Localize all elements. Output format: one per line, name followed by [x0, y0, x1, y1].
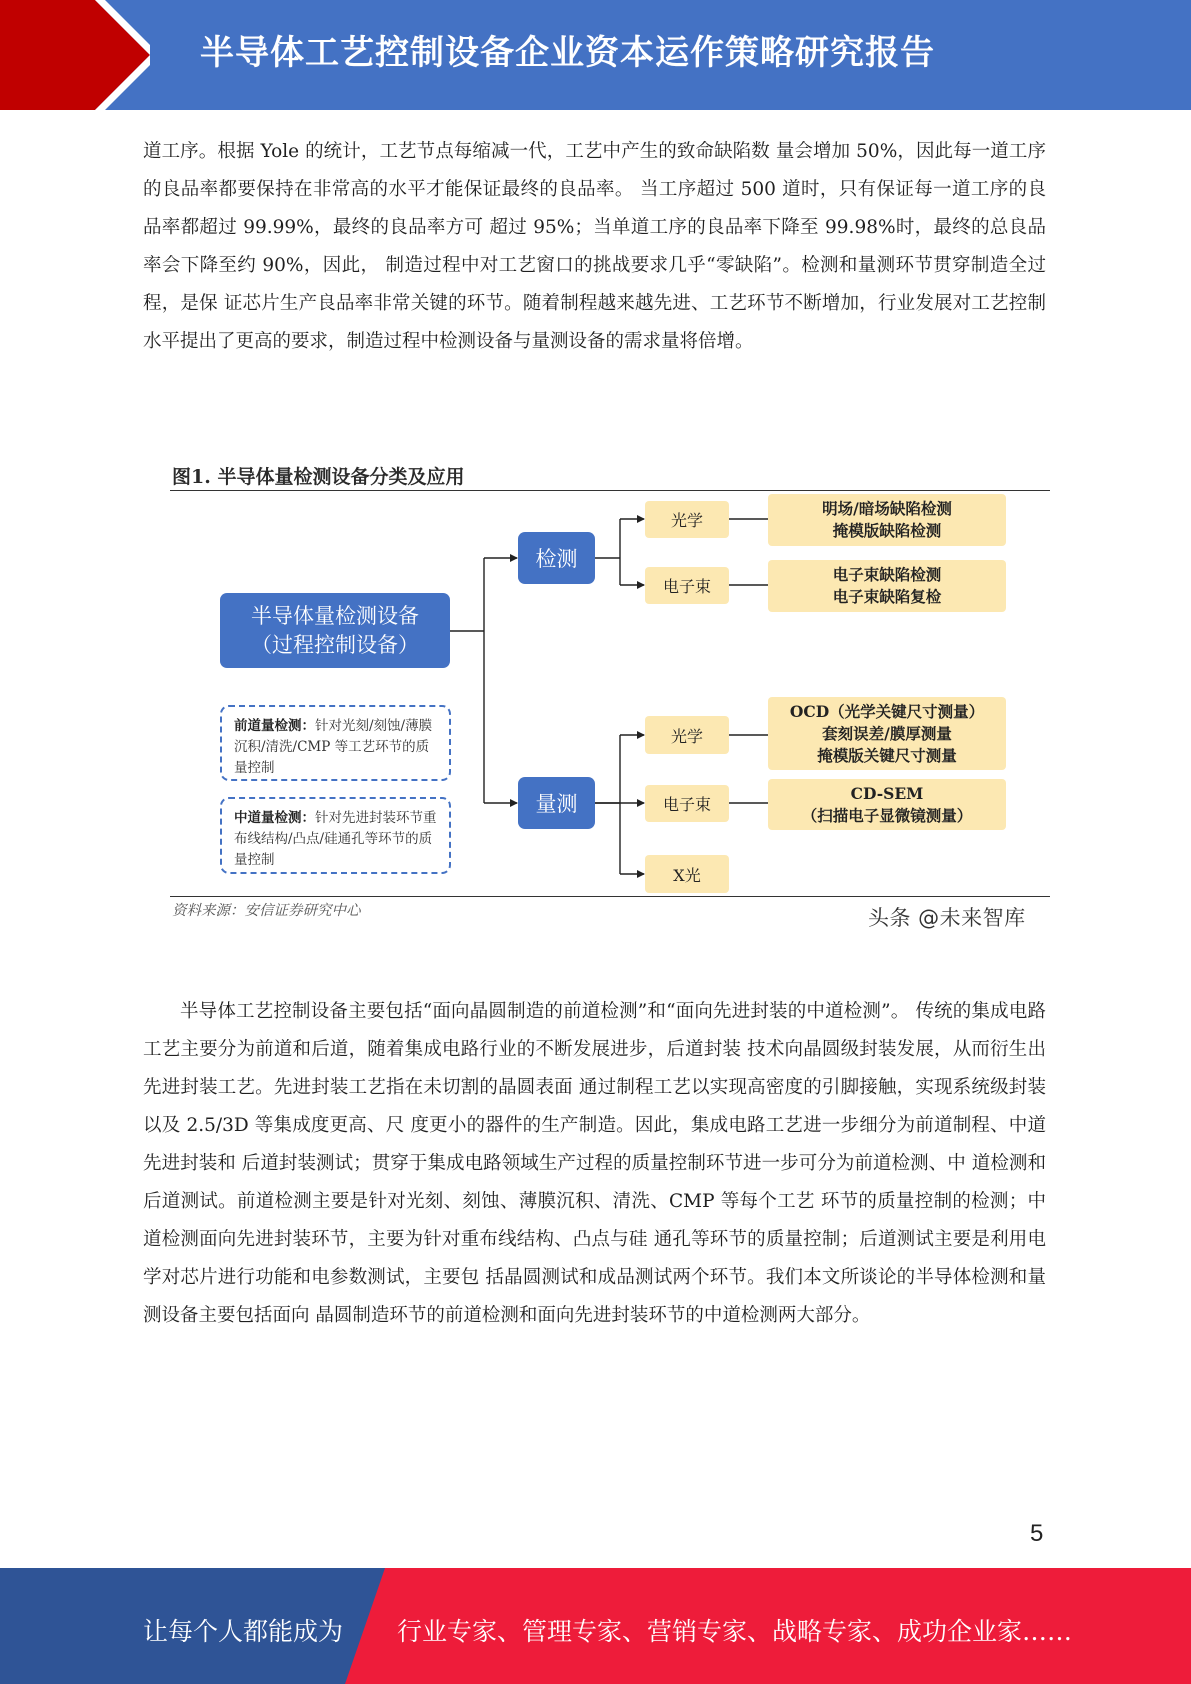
detail-metrology-ebeam — [768, 779, 1006, 830]
note-front-end-inspection — [220, 705, 451, 781]
detail-line: OCD（光学关键尺寸测量） — [789, 701, 985, 721]
node-metrology: 量测 — [518, 777, 595, 829]
detail-line: CD-SEM — [850, 783, 924, 803]
detail-line: 明场/暗场缺陷检测 — [822, 499, 952, 518]
footer-slogan-right: 行业专家、管理专家、营销专家、战略专家、成功企业家…… — [397, 1617, 1073, 1646]
detail-inspection-optical — [768, 494, 1006, 546]
detail-line: （扫描电子显微镜测量） — [801, 805, 973, 825]
tag-metrology-optical: 光学 — [645, 716, 729, 754]
note-label: 前道量检测： — [234, 718, 315, 734]
tag-inspection-optical: 光学 — [645, 501, 729, 538]
figure-bottom-rule — [170, 896, 1050, 897]
node-inspection: 检测 — [518, 532, 595, 584]
figure-title: 图1. 半导体量检测设备分类及应用 — [172, 466, 465, 488]
watermark: 头条 @未来智库 — [868, 906, 1026, 930]
tag-metrology-xray: X光 — [645, 855, 729, 893]
tag-metrology-ebeam: 电子束 — [645, 785, 729, 822]
figure-source: 资料来源：安信证券研究中心 — [172, 903, 361, 919]
detail-inspection-ebeam — [768, 560, 1006, 612]
body-paragraph-1: 道工序。根据 Yole 的统计，工艺节点每缩减一代，工艺中产生的致命缺陷数 量会增加 50%，因此每一道工序的良品率都要保持在非常高的水平才能保证最终的良品率。 当工序超过 500 道时，只有保证每一道工序的良品率都超过 99.99%，最终的良品率方可 超过 95%；当单道工序的良品率下降至 99.98%时，最终的总良品率会下降至约 90%，因此， 制造过程中对工艺窗口的挑战要求几乎“零缺陷”。检测和量测环节贯穿制造全过程，是保 证芯片生产良品率非常关键的环节。随着制程越来越先进、工艺环节不断增加，行业发展对工艺控制水平提出了更高的要求，制造过程中检测设备与量测设备的需求量将倍增。 — [143, 141, 1046, 352]
detail-line: 电子束缺陷检测 — [832, 565, 942, 584]
detail-line: 掩模版关键尺寸测量 — [817, 745, 957, 765]
page-number: 5 — [1030, 1520, 1044, 1547]
detail-line: 电子束缺陷复检 — [832, 587, 942, 606]
root-node-process-control-equipment — [220, 593, 450, 668]
body-paragraph-2: 半导体工艺控制设备主要包括“面向晶圆制造的前道检测”和“面向先进封装的中道检测”。 传统的集成电路工艺主要分为前道和后道，随着集成电路行业的不断发展进步，后道封装 技术向晶圆级封装发展，从而衍生出先进封装工艺。先进封装工艺指在未切割的晶圆表面 通过制程工艺以实现高密度的引脚接触，实现系统级封装以及 2.5/3D 等集成度更高、尺 度更小的器件的生产制造。因此，集成电路工艺进一步细分为前道制程、中道先进封装和 后道封装测试；贯穿于集成电路领域生产过程的质量控制环节进一步可分为前道检测、中 道检测和后道测试。前道检测主要是针对光刻、刻蚀、薄膜沉积、清洗、CMP 等每个工艺 环节的质量控制的检测；中道检测面向先进封装环节，主要为针对重布线结构、凸点与硅 通孔等环节的质量控制；后道测试主要是利用电学对芯片进行功能和电参数测试，主要包 括晶圆测试和成品测试两个环节。我们本文所谈论的半导体检测和量测设备主要包括面向 晶圆制造环节的前道检测和面向先进封装环节的中道检测两大部分。 — [143, 1001, 1046, 1326]
note-text: 针对先进封装环节重布线结构/凸点/硅通孔等环节的质量控制 — [234, 810, 437, 868]
note-text: 针对光刻/刻蚀/薄膜沉积/清洗/CMP 等工艺环节的质量控制 — [234, 718, 433, 776]
detail-line: 掩模版缺陷检测 — [832, 521, 942, 540]
note-label: 中道量检测： — [234, 810, 315, 826]
detail-line: 套刻误差/膜厚测量 — [822, 723, 952, 743]
detail-metrology-optical — [768, 697, 1006, 770]
footer-slogan-left: 让每个人都能成为 — [143, 1617, 344, 1646]
tag-inspection-ebeam: 电子束 — [645, 567, 729, 604]
root-node-line2: （过程控制设备） — [251, 632, 419, 657]
note-mid-end-inspection — [220, 797, 451, 874]
root-node-line1: 半导体量检测设备 — [251, 603, 419, 628]
report-title: 半导体工艺控制设备企业资本运作策略研究报告 — [200, 33, 935, 73]
